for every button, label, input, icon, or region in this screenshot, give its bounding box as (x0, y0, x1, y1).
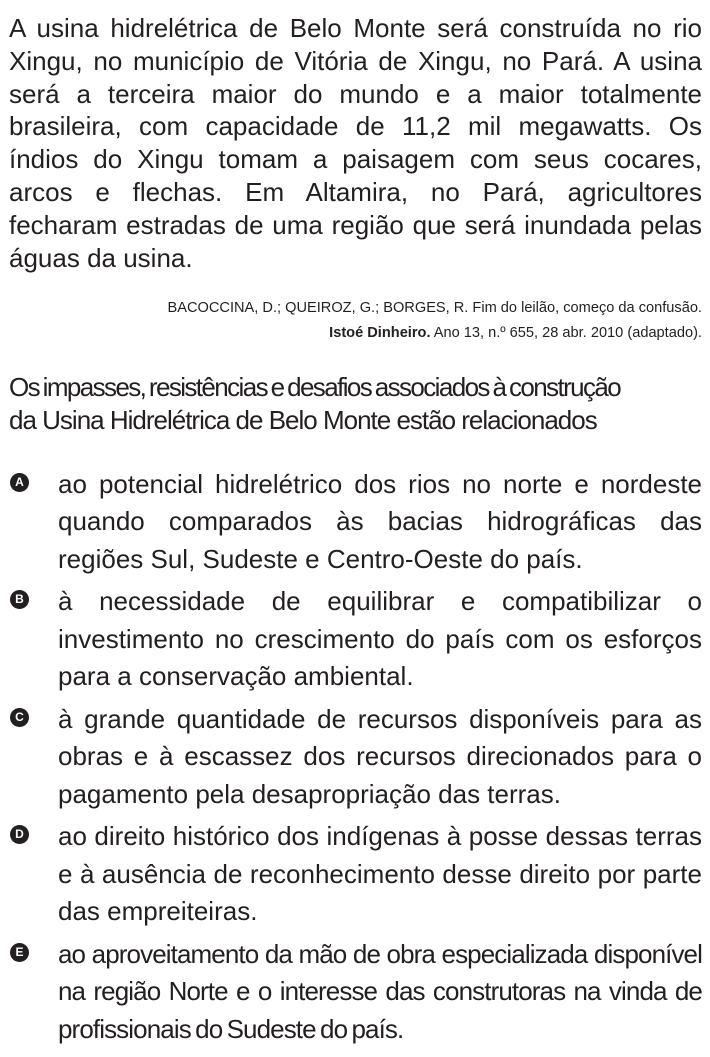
option-c[interactable] (9, 701, 702, 814)
option-d-letter-badge: D (10, 825, 29, 844)
question-stem (9, 371, 702, 437)
option-e-letter-badge: E (10, 943, 29, 962)
citation-details: Ano 13, n.º 655, 28 abr. 2010 (adaptado). (430, 325, 702, 342)
option-c-letter-badge: C (10, 708, 29, 727)
option-c-text: à grande quantidade de recursos disponíveis para as obras e à escassez dos recursos direcionados para o pagamento pela desapropriação das terras. (58, 703, 702, 809)
question-line-1: Os impasses, resistências e desafios associados à construção (9, 372, 621, 403)
question-page (0, 12, 710, 1057)
option-d[interactable] (9, 818, 702, 931)
option-a[interactable] (9, 466, 702, 579)
citation-authors: BACOCCINA, D.; QUEIROZ, G.; BORGES, R. Fim do leilão, começo da confusão. (167, 300, 702, 317)
citation-source-line (9, 321, 702, 346)
option-e[interactable] (9, 936, 702, 1049)
option-a-text: ao potencial hidrelétrico dos rios no norte e nordeste quando comparados às bacias hidrográficas das regiões Sul, Sudeste e Centro-Oeste do país. (58, 468, 702, 574)
option-b-text: à necessidade de equilibrar e compatibilizar o investimento no crescimento do país com os esforços para a conservação ambiental. (58, 586, 702, 692)
question-line-2: da Usina Hidrelétrica de Belo Monte estão relacionados (9, 405, 597, 436)
option-a-letter-badge: A (10, 473, 29, 492)
passage-text: A usina hidrelétrica de Belo Monte será construída no rio Xingu, no município de Vitória de Xingu, no Pará. A usina será a terceira maior do mundo e a maior totalmente brasileira, com capacidade de 11,2 mil megawatts. Os índios do Xingu tomam a paisagem com seus cocares, arcos e flechas. Em Altamira, no Pará, agricultores fecharam estradas de uma região que será inundada pelas águas da usina. (9, 13, 702, 273)
citation (9, 296, 702, 346)
option-e-text: ao aproveitamento da mão de obra especializada disponível na região Norte e o interesse das construtoras na vinda de profissionais do Sudeste do país. (58, 938, 702, 1044)
citation-source: Istoé Dinheiro. (329, 325, 431, 342)
answer-options (9, 466, 702, 1049)
option-b[interactable] (9, 583, 702, 696)
option-d-text: ao direito histórico dos indígenas à posse dessas terras e à ausência de reconhecimento desse direito por parte das empreiteiras. (58, 821, 702, 927)
option-b-letter-badge: B (10, 590, 29, 609)
